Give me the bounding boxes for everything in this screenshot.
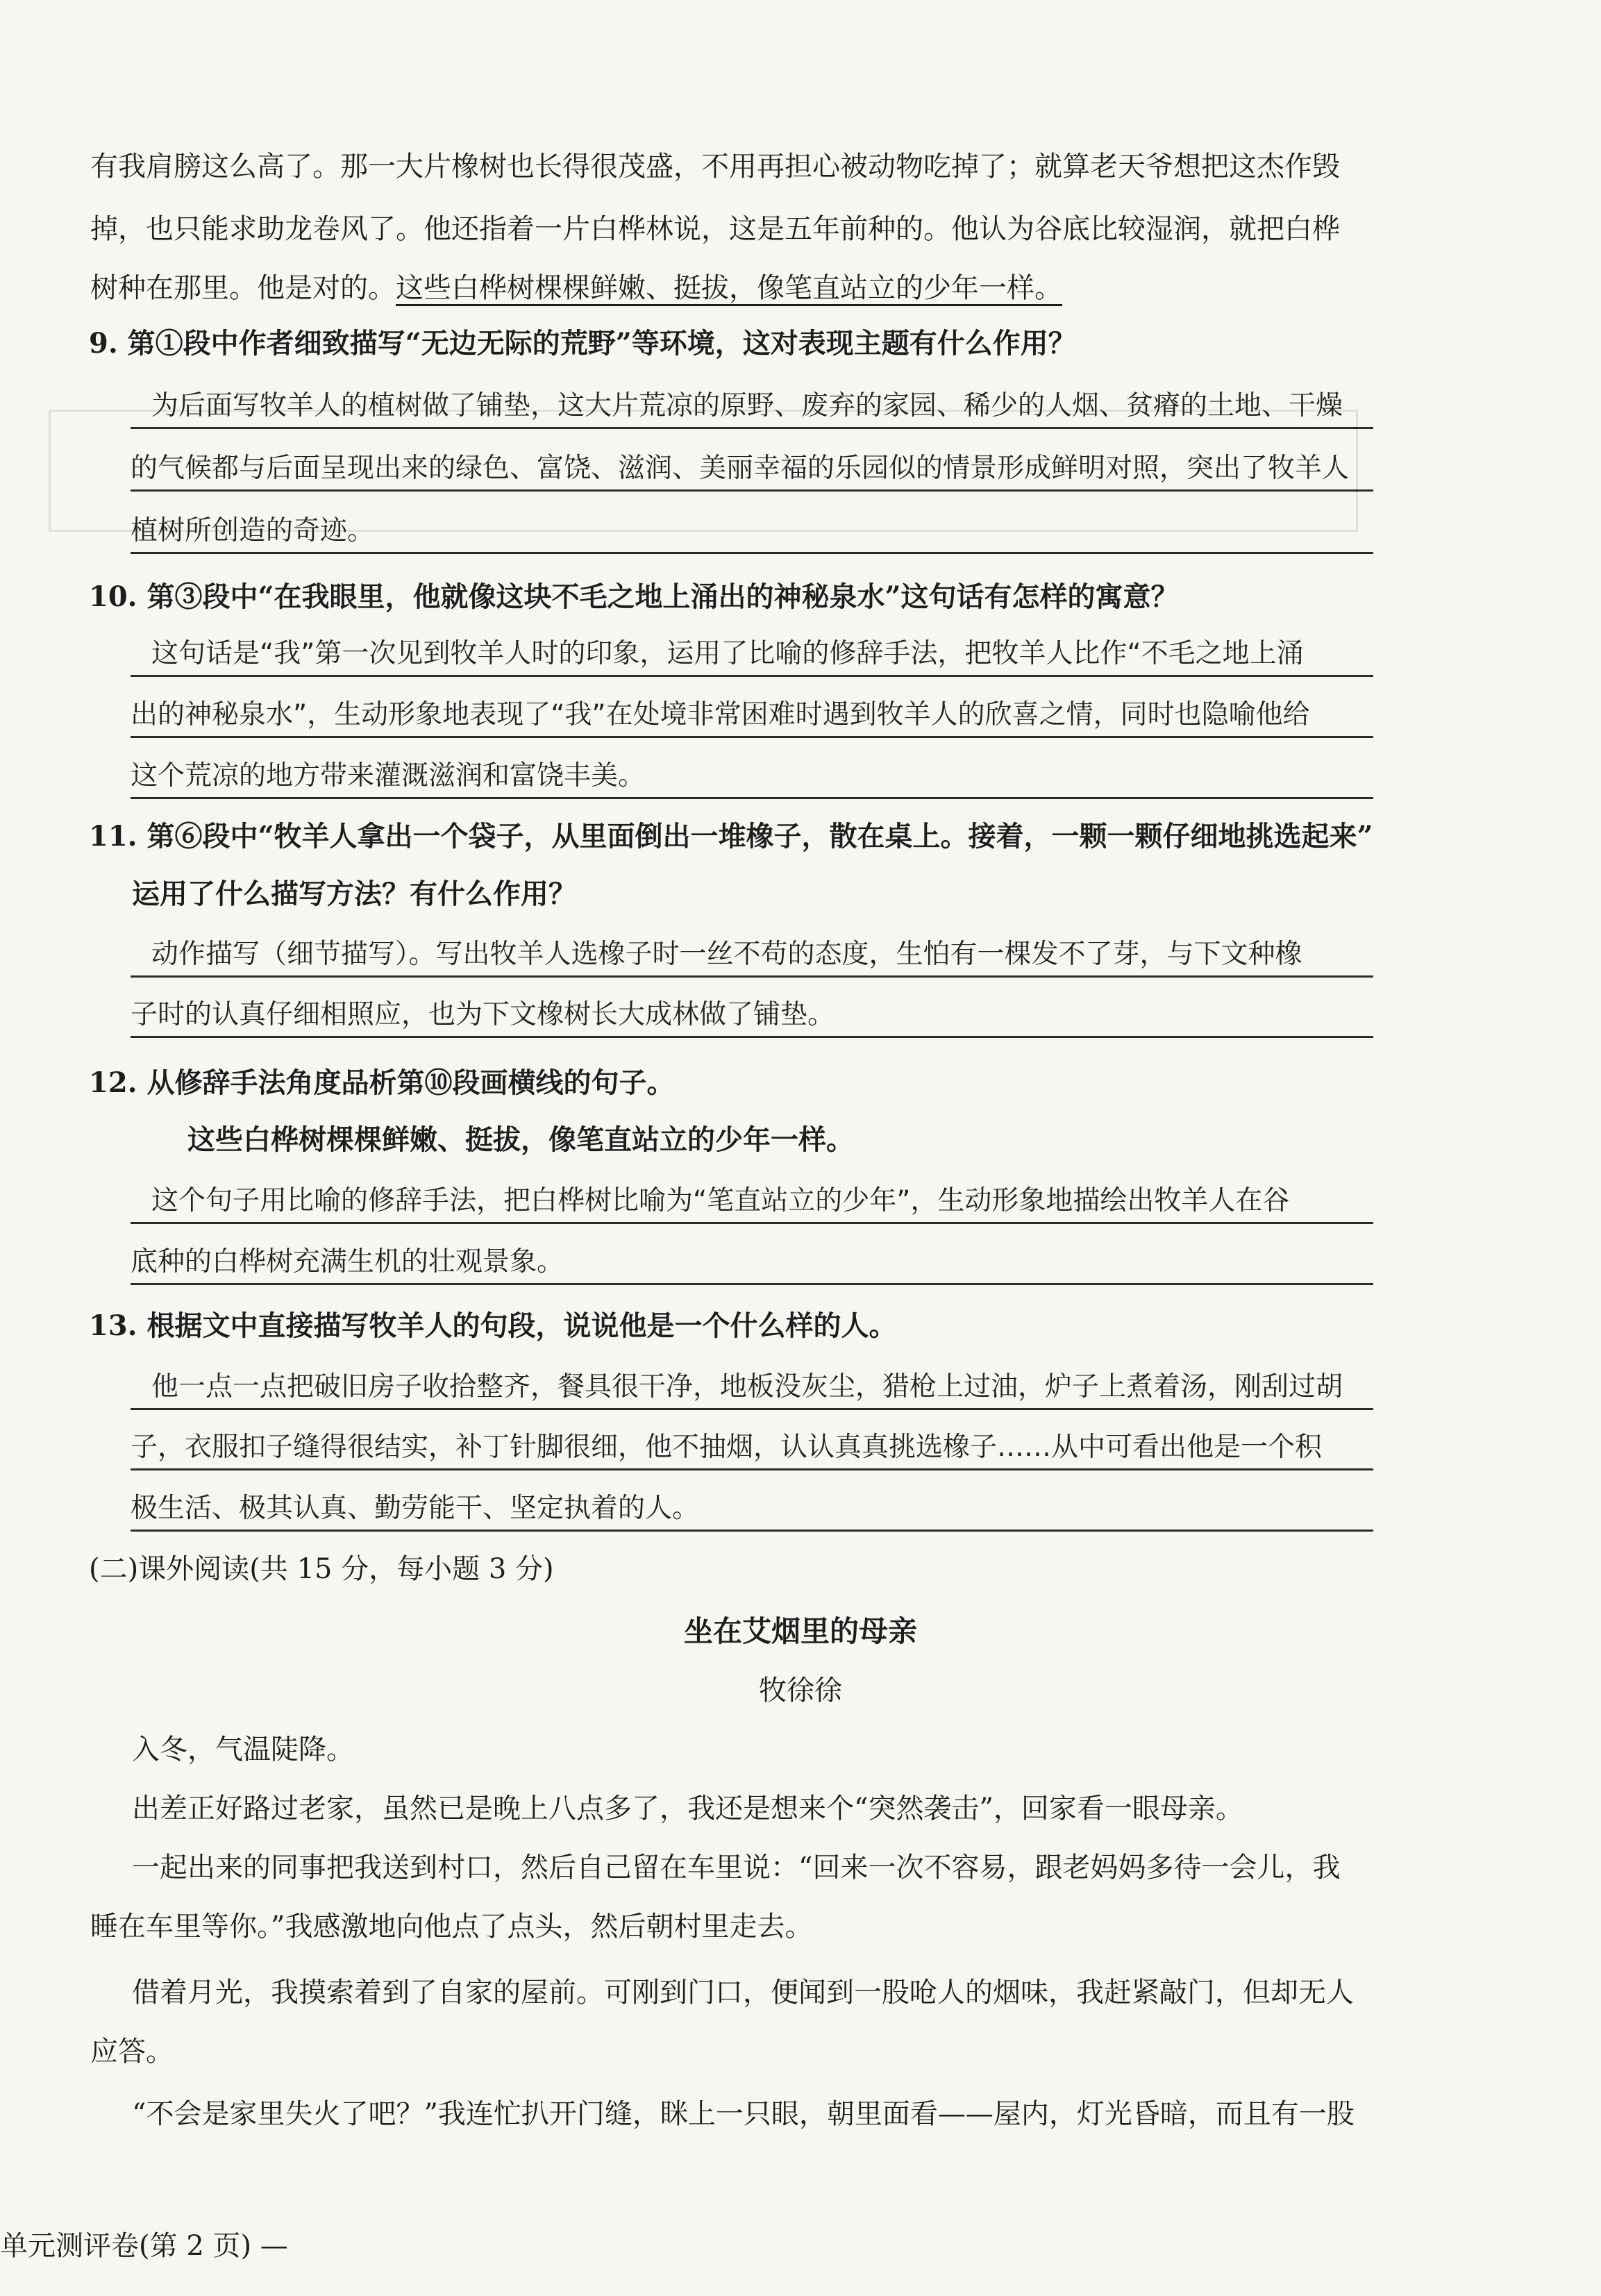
question-13-stem: 13. 根据文中直接描写牧羊人的句段，说说他是一个什么样的人。 — [89, 1309, 897, 1342]
answer-line: 这个荒凉的地方带来灌溉滋润和富饶丰美。 — [131, 755, 1373, 799]
answer-line: 这句话是“我”第一次见到牧羊人时的印象，运用了比喻的修辞手法，把牧羊人比作“不毛之地上涌 — [131, 633, 1373, 677]
question-9-stem: 9. 第①段中作者细致描写“无边无际的荒野”等环境，这对表现主题有什么作用？ — [89, 327, 1076, 360]
underlined-sentence: 这些白桦树棵棵鲜嫩、挺拔，像笔直站立的少年一样。 — [396, 272, 1062, 304]
answer-line: 子，衣服扣子缝得很结实，补丁针脚很细，他不抽烟，认认真真挑选橡子……从中可看出他是一个积 — [131, 1427, 1373, 1470]
question-12-stem: 12. 从修辞手法角度品析第⑩段画横线的句子。 — [89, 1066, 675, 1099]
quoted-sentence: 这些白桦树棵棵鲜嫩、挺拔，像笔直站立的少年一样。 — [187, 1123, 854, 1156]
article-paragraph: 一起出来的同事把我送到村口，然后自己留在车里说：“回来一次不容易，跟老妈妈多待一会儿，我 — [132, 1852, 1341, 1884]
answer-line: 出的神秘泉水”，生动形象地表现了“我”在处境非常困难时遇到牧羊人的欣喜之情，同时也隐喻他给 — [131, 694, 1373, 738]
section-heading: (二)课外阅读(共 15 分，每小题 3 分) — [89, 1553, 554, 1585]
answer-line: 子时的认真仔细相照应，也为下文橡树长大成林做了铺垫。 — [131, 994, 1373, 1038]
article-title: 坐在艾烟里的母亲 — [683, 1614, 917, 1648]
article-author: 牧徐徐 — [759, 1675, 842, 1707]
passage-line — [90, 267, 1514, 309]
answer-line: 极生活、极其认真、勤劳能干、坚定执着的人。 — [131, 1488, 1373, 1532]
page-footer: 单元测评卷(第 2 页) — — [0, 2230, 288, 2262]
answer-line: 这个句子用比喻的修辞手法，把白桦树比喻为“笔直站立的少年”，生动形象地描绘出牧羊人在谷 — [131, 1180, 1373, 1224]
answer-line: 植树所创造的奇迹。 — [131, 510, 1373, 554]
answer-line: 的气候都与后面呈现出来的绿色、富饶、滋润、美丽幸福的乐园似的情景形成鲜明对照，突出了牧羊人 — [131, 448, 1373, 492]
article-paragraph-cont: 睡在车里等你。”我感激地向他点了点头，然后朝村里走去。 — [90, 1911, 813, 1943]
question-10-stem: 10. 第③段中“在我眼里，他就像这块不毛之地上涌出的神秘泉水”这句话有怎样的寓意？ — [89, 580, 1179, 613]
passage-text: 树种在那里。他是对的。 — [90, 272, 396, 304]
answer-line: 他一点一点把破旧房子收拾整齐，餐具很干净，地板没灰尘，猎枪上过油，炉子上煮着汤，刚刮过胡 — [131, 1366, 1373, 1410]
article-paragraph-cont: 应答。 — [90, 2036, 174, 2068]
question-11-stem: 11. 第⑥段中“牧羊人拿出一个袋子，从里面倒出一堆橡子，散在桌上。接着，一颗一颗仔细地挑选起来” — [89, 820, 1373, 853]
article-paragraph: 借着月光，我摸索着到了自家的屋前。可刚到门口，便闻到一股呛人的烟味，我赶紧敲门，但却无人 — [132, 1977, 1354, 2009]
passage-line: 有我肩膀这么高了。那一大片橡树也长得很茂盛，不用再担心被动物吃掉了；就算老天爷想把这杰作毁 — [90, 151, 1340, 183]
article-paragraph: “不会是家里失火了吧？”我连忙扒开门缝，眯上一只眼，朝里面看——屋内，灯光昏暗，而且有一股 — [132, 2098, 1355, 2130]
answer-line: 动作描写（细节描写）。写出牧羊人选橡子时一丝不苟的态度，生怕有一棵发不了芽，与下文种橡 — [131, 934, 1373, 978]
passage-line: 掉，也只能求助龙卷风了。他还指着一片白桦林说，这是五年前种的。他认为谷底比较湿润，就把白桦 — [90, 213, 1340, 245]
question-11-stem-cont: 运用了什么描写方法？有什么作用？ — [132, 878, 576, 910]
answer-line: 底种的白桦树充满生机的壮观景象。 — [131, 1241, 1373, 1285]
article-paragraph: 入冬，气温陡降。 — [132, 1734, 354, 1766]
article-paragraph: 出差正好路过老家，虽然已是晚上八点多了，我还是想来个“突然袭击”，回家看一眼母亲。 — [132, 1793, 1243, 1825]
answer-line: 为后面写牧羊人的植树做了铺垫，这大片荒凉的原野、废弃的家园、稀少的人烟、贫瘠的土地、干燥 — [131, 385, 1373, 429]
